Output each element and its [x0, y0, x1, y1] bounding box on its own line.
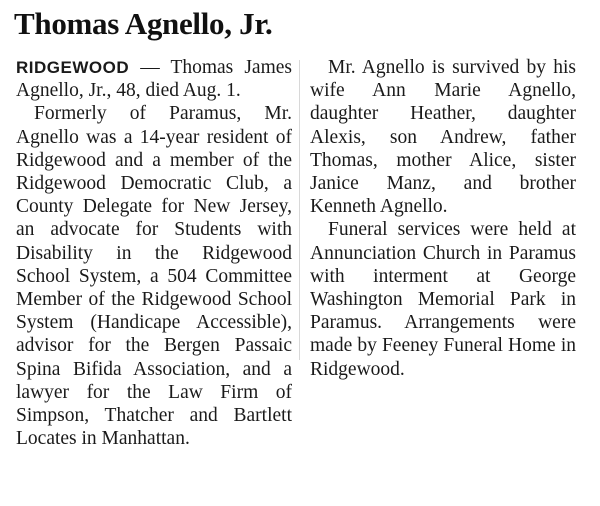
- right-column: [310, 56, 576, 381]
- left-column: [16, 56, 292, 450]
- dateline-separator: —: [129, 57, 171, 78]
- obituary-paragraph-2: Formerly of Paramus, Mr. Agnello was a 14-year resident of Ridgewood and a member of the Ridgewood Democratic Club, a County Delegate for New Jersey, an advocate for Students with Disability in the Ridgewood School System, a 504 Committee Member of the Ridgewood School System (Handicape Accessible), advisor for the Bergen Passaic Spina Bifida Association, and a lawyer for the Law Firm of Simpson, Thatcher and Bartlett Locates in Manhattan.: [16, 103, 292, 450]
- obituary-clipping: [14, 4, 590, 498]
- dateline: RIDGEWOOD: [16, 58, 130, 77]
- obituary-paragraph-1: [16, 56, 292, 102]
- obituary-headline: Thomas Agnello, Jr.: [14, 6, 273, 41]
- paragraph-1-text: Thomas James Agnello, Jr., 48, died Aug. 1.: [16, 57, 292, 102]
- obituary-paragraph-3: Mr. Agnello is survived by his wife Ann Marie Agnello, daughter Heather, daughter Alexis, son Andrew, father Thomas, mother Alice, sister Janice Manz, and brother Kenneth Agnello.: [310, 57, 576, 218]
- column-divider: [299, 60, 300, 360]
- obituary-paragraph-4: Funeral services were held at Annunciation Church in Paramus with interment at George Washington Memorial Park in Paramus. Arrangements were made by Feeney Funeral Home in Ridgewood.: [310, 219, 576, 380]
